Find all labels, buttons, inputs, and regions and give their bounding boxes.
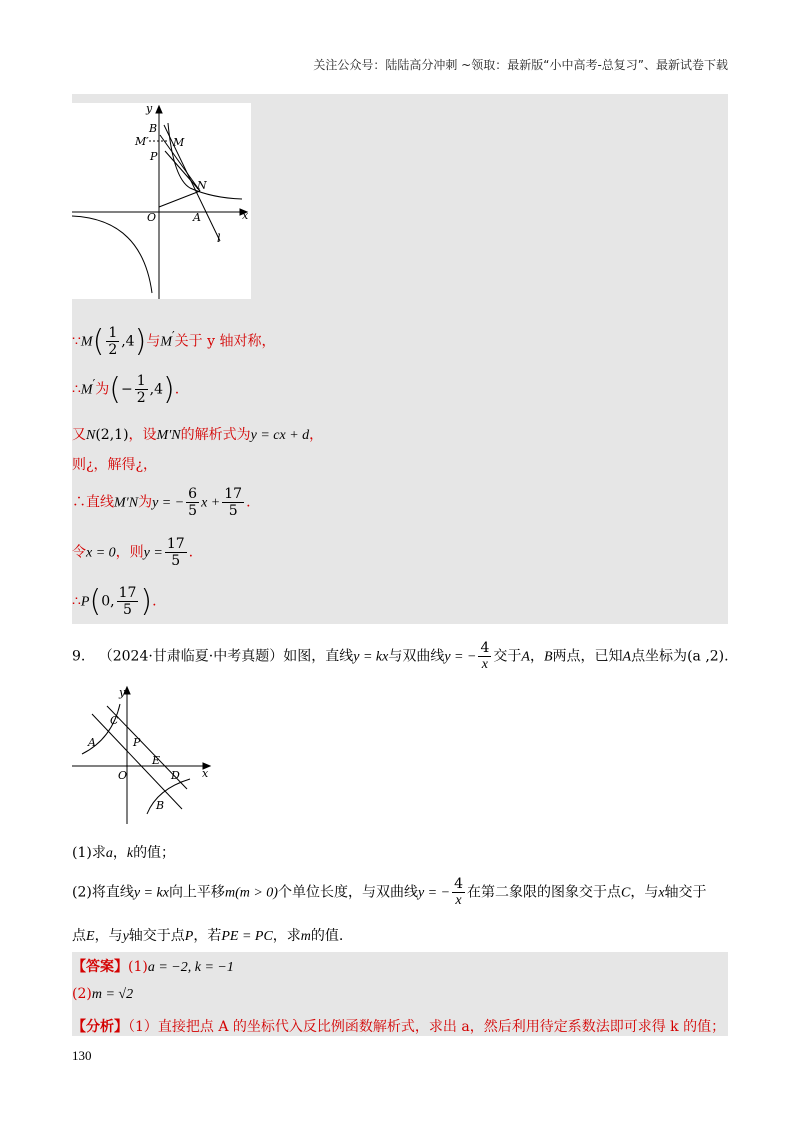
figure-2-graph xyxy=(72,684,217,824)
page-header: 关注公众号：陆陆高分冲刺 ~领取：最新版“小中高考-总复习”、最新试卷下载 xyxy=(313,58,728,72)
page-number: 130 xyxy=(72,1048,92,1063)
fig2-label-C: C xyxy=(110,714,119,727)
solution-line-2: ∴M′为(− $\frac{1}{2}$ ,4). xyxy=(72,372,180,407)
solution-line-6: 令x = 0，则y = $\frac{17}{5}$ . xyxy=(72,536,194,569)
fig1-label-y: y xyxy=(146,103,153,115)
fig1-label-x: x xyxy=(242,209,249,222)
fig1-label-M: M xyxy=(173,136,185,149)
fig2-label-x: x xyxy=(202,767,209,780)
fig1-label-M-prime: M′ xyxy=(135,135,149,148)
fig1-label-A: A xyxy=(193,211,201,224)
solution-line-1: ∵M( $\frac{1}{2}$ ,4)与M′关于 y 轴对称， xyxy=(72,324,276,359)
fig2-label-A: A xyxy=(88,736,96,749)
fig2-label-O: O xyxy=(118,769,128,782)
question-9: 9. （2024·甘肃临夏·中考真题）如图，直线y = kx与双曲线y = − $\frac{4}{x}$ 交于A，B两点，已知A点坐标为(a ,2). xyxy=(72,640,729,672)
subquestion-2-line-2: 点E，与y轴交于点P，若PE = PC，求m的值. xyxy=(72,928,344,944)
fig1-label-B: B xyxy=(149,122,158,135)
solution-line-3: 又N(2,1)，设M′N的解析式为y = cx + d， xyxy=(72,427,324,443)
answer-line-1: 【答案】(1)a = −2, k = −1 xyxy=(72,959,234,975)
subquestion-1: (1)求a，k的值； xyxy=(72,845,176,861)
solution-line-5: ∴直线M′N为y = − $\frac{6}{5}$ x + $\frac{17}{5}$ . xyxy=(72,486,251,519)
solution-line-4: 则¿，解得¿， xyxy=(72,457,158,473)
fig1-label-l: l xyxy=(217,232,221,245)
solution-line-7: ∴P(0, $\frac{17}{5}$ ). xyxy=(72,584,157,619)
subquestion-2-line-1: (2)将直线y = kx向上平移m(m > 0)个单位长度，与双曲线y = − $\frac{4}{x}$ 在第二象限的图象交于点C，与x轴交于 xyxy=(72,876,707,908)
fig2-label-E: E xyxy=(152,754,161,767)
fig2-label-B: B xyxy=(156,799,165,812)
fig1-label-N: N xyxy=(197,179,207,192)
figure-1-graph xyxy=(72,103,251,299)
answer-line-2: (2)m = √2 xyxy=(72,986,134,1002)
analysis-line: 【分析】（1）直接把点 A 的坐标代入反比例函数解析式，求出 a，然后利用待定系数法即可求得 k 的值； xyxy=(72,1019,726,1035)
fig1-label-P: P xyxy=(150,150,158,163)
fig2-label-P: P xyxy=(133,736,141,749)
fig2-label-y: y xyxy=(119,686,126,699)
fig1-label-O: O xyxy=(147,211,157,224)
fig2-label-D: D xyxy=(171,769,180,782)
